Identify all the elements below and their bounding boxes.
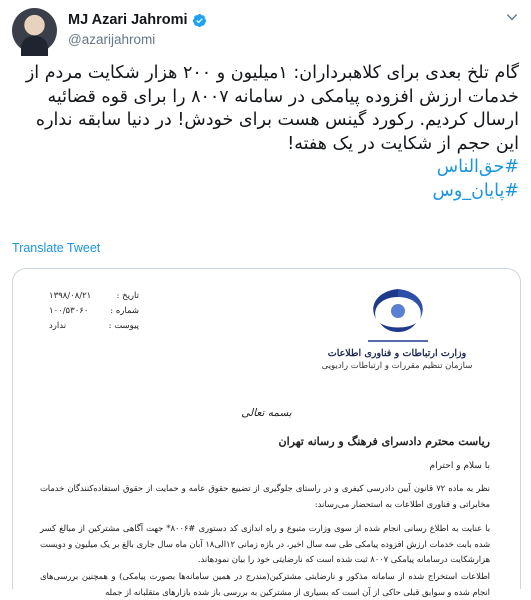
attachment-value: ندارد: [49, 321, 67, 331]
hashtag-link-2[interactable]: #پایان_وس: [432, 180, 519, 201]
org-title: [302, 347, 492, 373]
author-handle[interactable]: @azarijahromi: [68, 32, 156, 47]
tweet-header: [12, 8, 519, 56]
org-subtitle: سازمان تنظیم مقررات و ارتباطات رادیویی: [321, 361, 473, 371]
letter-recipient: ریاست محترم دادسرای فرهنگ و رسانه تهران: [278, 435, 490, 448]
number-label: شماره :: [110, 306, 139, 316]
date-label: تاریخ :: [116, 291, 139, 301]
date-value: ۱۳۹۸/۰۸/۲۱: [49, 291, 92, 301]
letter-paragraph-2: با عنایت به اطلاع رسانی انجام شده از سوی وزارت متبوع و راه اندازی کد دستوری #۸۰۰۶* جهت آگاهی مشترکین از مبالغ کسر شده بابت خدمات ارزش افزوده پیامکی طی سه سال اخیر، در بازه زمانی ۱۲الی۱۸ آبان ماه سال جاری بالغ بر یک میلیون و دویست هزارشکایت درسامانه پیامکی ۸۰۰۷ ثبت شده است که نارضایتی خود را بیان نمودهاند.: [40, 523, 491, 564]
letter-meta: [49, 289, 139, 334]
ministry-logo-icon: [338, 283, 458, 345]
hashtag-link-1[interactable]: #حق‌الناس: [436, 157, 519, 177]
tweet-image[interactable]: [12, 268, 521, 597]
org-name: وزارت ارتباطات و فناوری اطلاعات: [327, 348, 467, 359]
letter-document: [13, 269, 520, 597]
bismillah-heading: بسمه تعالی: [241, 407, 292, 419]
tweet-text: گام تلخ بعدی برای کلاهبرداران: ۱میلیون و ۲۰۰ هزار شکایت مردم از خدمات ارزش افزوده پیامکی در سامانه ۸۰۰۷ را برای قوه قضائیه ارسال کردیم. رکورد گینس هست برای خودش! در دنیا سابقه نداره این حجم از شکایت در یک هفته!: [25, 63, 519, 154]
author-name-row: [68, 12, 207, 28]
letter-paragraph-1: نظر به ماده ۷۲ قانون آیین دادرسی کیفری و در راستای جلوگیری از تضییع حقوق عامه و حمایت از حقوق استفاده‌کنندگان خدمات مخابراتی و فناوری اطلاعات به استحضار می‌رساند:: [40, 483, 490, 509]
author-name[interactable]: MJ Azari Jahromi: [68, 12, 188, 28]
letter-greeting: با سلام و احترام: [429, 461, 490, 471]
letter-paragraph-3: اطلاعات استخراج شده از سامانه مذکور و نارضایتی مشترکین(مندرج در همین سامانه‌ها بصورت پیامکی) و همچنین بررسی‌های انجام شده و سوابق قبلی حاکی از آن است که بسیاری از مشترکین به بررسی باز شده بازارهای متقلبانه از جمله: [40, 571, 490, 597]
chevron-down-icon[interactable]: [505, 10, 519, 24]
attachment-label: پیوست :: [108, 321, 139, 331]
number-value: ۱۰۰/۵۳۰۶۰: [49, 306, 89, 316]
avatar[interactable]: [12, 8, 57, 53]
tweet-body: [12, 62, 519, 203]
translate-tweet-link[interactable]: Translate Tweet: [12, 241, 101, 255]
verified-badge-icon: [192, 13, 207, 28]
